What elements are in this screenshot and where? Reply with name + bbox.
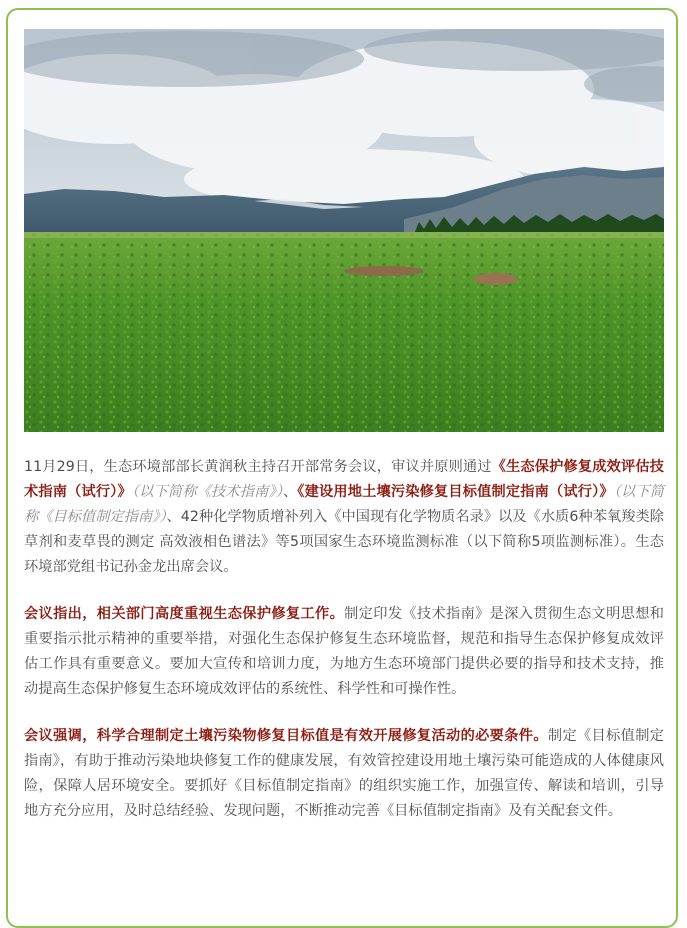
meeting-noted-lead: 会议指出，相关部门高度重视生态保护修复工作。 — [24, 606, 345, 622]
meeting-noted-body: 制定印发《技术指南》是深入贯彻生态文明思想和重要指示批示精神的重要举措，对强化生态保护修复生态环境监督，规范和指导生态保护修复成效评估工作具有重要意义。要加大宣传和培训力度，为地方生态环境部门提供必要的指导和技术支持，推动提高生态保护修复生态环境成效评估的系统性、科学性和可操作性。 — [24, 606, 664, 697]
technical-guide-abbrev: （以下简称《技术指南》） — [131, 484, 284, 500]
target-value-guide-abbrev: （以下简称《目标值制定指南》） — [24, 484, 664, 525]
paragraph-meeting-noted — [24, 602, 664, 702]
target-value-guide-title: 《建设用地土壤污染修复目标值制定指南（试行）》 — [297, 484, 614, 500]
intro-text-2: 、42种化学物质增补列入《中国现有化学物质名录》以及《水质6种苯氧羧类除草剂和麦草畏的测定 高效液相色谱法》等5项国家生态环境监测标准（以下简称5项监测标准）。生态环境部党组书记孙金龙出席会议。 — [24, 509, 664, 575]
intro-separator: 、 — [283, 484, 298, 500]
intro-text-1: 11月29日，生态环境部部长黄润秋主持召开部常务会议，审议并原则通过 — [24, 459, 492, 475]
meadow-landscape-photo — [24, 29, 664, 432]
article-body — [24, 455, 664, 846]
meeting-emphasized-body: 制定《目标值制定指南》，有助于推动污染地块修复工作的健康发展，有效管控建设用地土壤污染可能造成的人体健康风险，保障人居环境安全。要抓好《目标值制定指南》的组织实施工作，加强宣传、解读和培训，引导地方充分应用，及时总结经验、发现问题，不断推动完善《目标值制定指南》及有关配套文件。 — [24, 728, 664, 819]
technical-guide-title: 《生态保护修复成效评估技术指南（试行）》 — [24, 459, 664, 500]
paragraph-intro — [24, 455, 664, 580]
meeting-emphasized-lead: 会议强调，科学合理制定土壤污染物修复目标值是有效开展修复活动的必要条件。 — [24, 728, 548, 744]
paragraph-meeting-emphasized — [24, 724, 664, 824]
